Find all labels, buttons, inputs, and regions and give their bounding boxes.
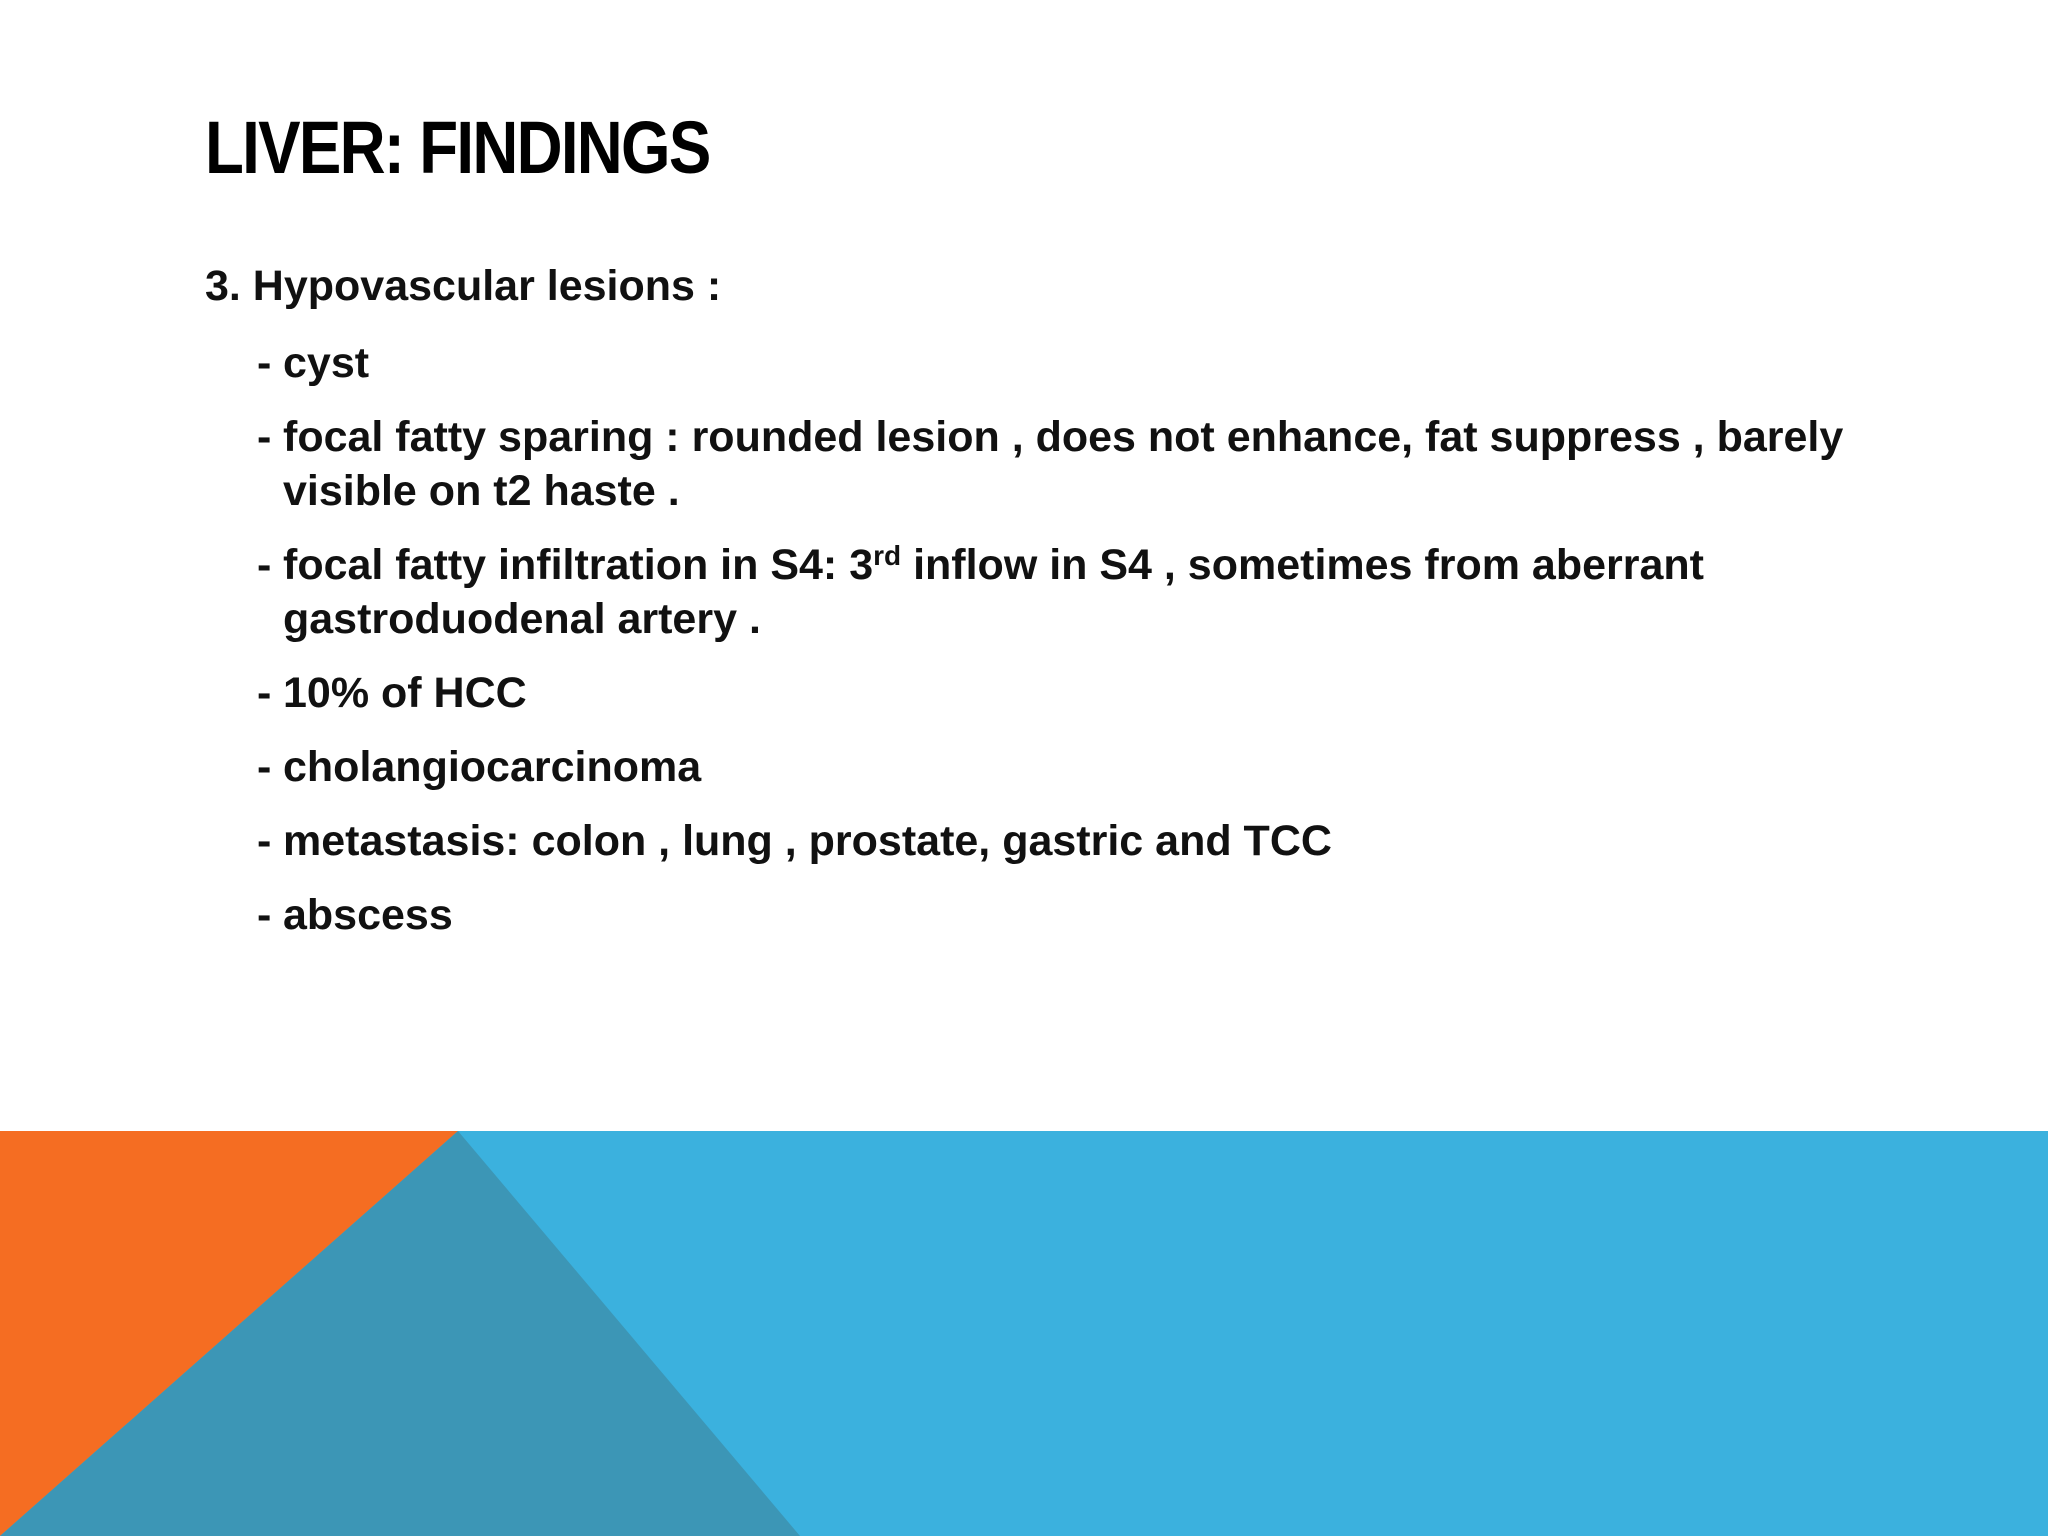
section-heading: 3. Hypovascular lesions : [205,262,722,310]
slide-body [205,258,1885,942]
list-item-cyst [205,336,1885,390]
bullet-dash: - [257,413,272,461]
list-item-text: 10% of HCC [283,669,527,717]
list-item-text: metastasis: colon , lung , prostate, gastric and TCC [283,817,1332,865]
list-item-metastasis [205,814,1885,868]
list-item-focal-fatty-sparing [205,410,1885,518]
ordinal-superscript: rd [873,540,902,571]
list-item-text: abscess [283,891,453,939]
list-item-text-post: inflow in S4 , sometimes from aberrant gastroduodenal artery . [283,541,1704,643]
bullet-dash: - [257,339,272,387]
list-item-abscess [205,888,1885,942]
bullet-dash: - [257,743,272,791]
list-item-text: cholangiocarcinoma [283,743,702,791]
bullet-dash: - [257,817,272,865]
bullet-dash: - [257,541,272,589]
bullet-dash: - [257,891,272,939]
list-item-text: cyst [283,339,370,387]
bullet-list [205,336,1885,942]
list-item-cholangiocarcinoma [205,740,1885,794]
list-item-text: focal fatty sparing : rounded lesion , does not enhance, fat suppress , barely visible on t2 haste . [283,413,1844,515]
decorative-footer-band [0,1131,2048,1536]
list-item-text [283,541,1704,643]
list-item-focal-fatty-infiltration [205,538,1885,646]
bullet-dash: - [257,669,272,717]
slide-title: LIVER: FINDINGS [205,106,710,189]
list-item-text-pre: focal fatty infiltration in S4: 3 [283,541,874,589]
list-item-hcc [205,666,1885,720]
